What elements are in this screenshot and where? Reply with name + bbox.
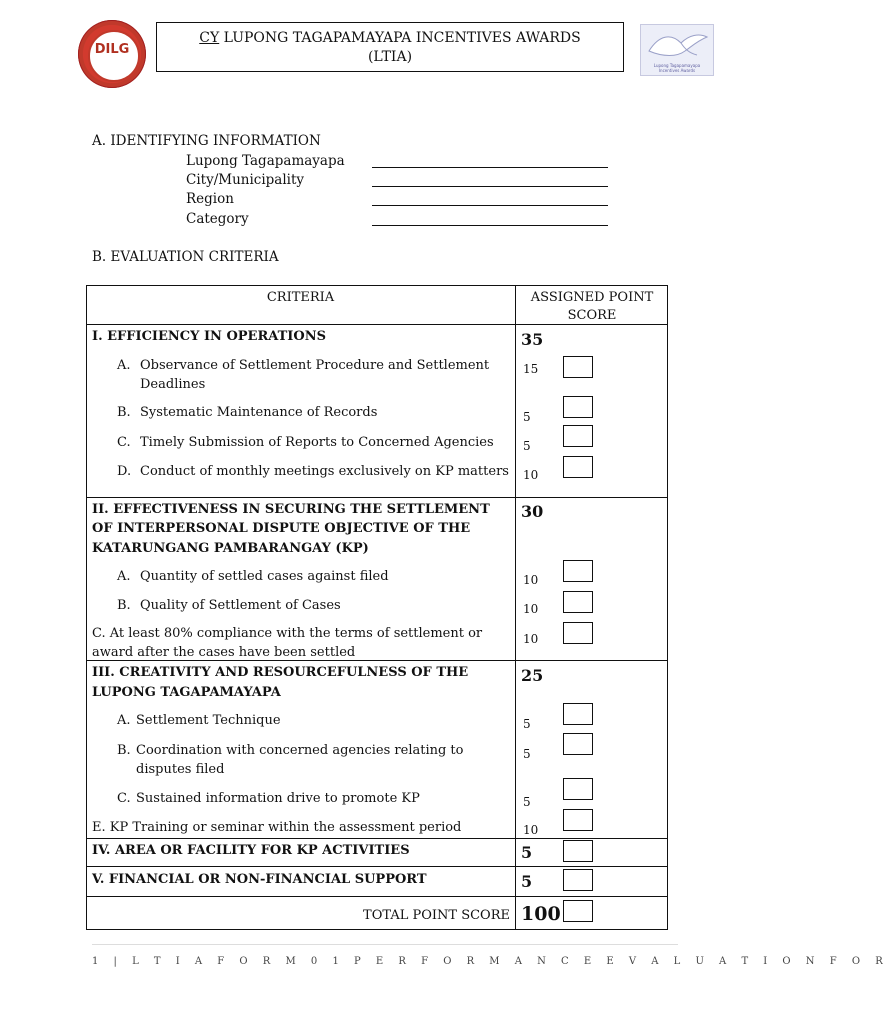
s2-title-3: KATARUNGANG PAMBARANGAY (KP) <box>92 541 369 556</box>
ltia-logo-caption: Lupong Tagapamayapa Incentives Awards <box>653 63 701 73</box>
s3-title-2: LUPONG TAGAPAMAYAPA <box>92 685 281 700</box>
s2-item-b-points: 10 <box>523 602 539 616</box>
score-box-s3-e[interactable] <box>563 809 593 831</box>
s1-points: 35 <box>521 330 544 349</box>
total-label: TOTAL POINT SCORE <box>363 908 510 923</box>
s3-item-b-letter: B. <box>117 743 131 758</box>
score-box-s4[interactable] <box>563 840 593 862</box>
score-box-s3-a[interactable] <box>563 703 593 725</box>
score-box-s3-b[interactable] <box>563 733 593 755</box>
field-label-category: Category <box>186 211 249 227</box>
section-a-heading: A. IDENTIFYING INFORMATION <box>92 133 321 149</box>
s1-item-b-text: Systematic Maintenance of Records <box>140 405 378 420</box>
field-line-region[interactable] <box>372 205 608 206</box>
col-header-points-2: SCORE <box>567 308 617 323</box>
score-box-s1-c[interactable] <box>563 425 593 447</box>
score-box-s2-c[interactable] <box>563 622 593 644</box>
field-line-city[interactable] <box>372 186 608 187</box>
score-box-s5[interactable] <box>563 869 593 891</box>
form-title <box>156 22 624 72</box>
col-header-points-1: ASSIGNED POINT <box>530 290 654 305</box>
s3-item-b-text-2: disputes filed <box>136 762 225 777</box>
s3-item-c-letter: C. <box>117 791 131 806</box>
title-main: LUPONG TAGAPAMAYAPA INCENTIVES AWARDS <box>219 30 581 46</box>
s5-title: V. FINANCIAL OR NON-FINANCIAL SUPPORT <box>92 872 427 887</box>
title-acronym: (LTIA) <box>367 49 413 65</box>
total-points: 100 <box>521 903 561 925</box>
title-cy: CY <box>199 30 220 46</box>
section-b-heading: B. EVALUATION CRITERIA <box>92 249 279 265</box>
s2-title-2: OF INTERPERSONAL DISPUTE OBJECTIVE OF THE <box>92 521 471 536</box>
dove-icon <box>641 25 713 65</box>
s5-points: 5 <box>521 872 533 891</box>
s3-item-c-points: 5 <box>523 795 531 809</box>
s3-item-e-points: 10 <box>523 823 539 837</box>
s3-item-b-points: 5 <box>523 747 531 761</box>
score-box-s1-a[interactable] <box>563 356 593 378</box>
s2-item-b-text: Quality of Settlement of Cases <box>140 598 341 613</box>
s4-points: 5 <box>521 843 533 862</box>
s1-item-b-points: 5 <box>523 410 531 424</box>
s2-points: 30 <box>521 502 544 521</box>
s2-item-a-text: Quantity of settled cases against filed <box>140 569 389 584</box>
s3-item-a-points: 5 <box>523 717 531 731</box>
s1-item-c-letter: C. <box>117 435 131 450</box>
s3-item-e-text: E. KP Training or seminar within the assessment period <box>92 820 462 835</box>
s2-item-b-letter: B. <box>117 598 131 613</box>
field-label-city: City/Municipality <box>186 172 305 188</box>
s1-title: I. EFFICIENCY IN OPERATIONS <box>92 329 326 344</box>
ltia-logo <box>640 24 714 76</box>
dilg-logo-text: DILG <box>94 42 130 57</box>
s1-item-a-text: Observance of Settlement Procedure and Settlement <box>140 358 490 373</box>
score-box-s1-b[interactable] <box>563 396 593 418</box>
field-line-lupong[interactable] <box>372 167 608 168</box>
field-label-region: Region <box>186 191 234 207</box>
s1-item-b-letter: B. <box>117 405 131 420</box>
s2-item-a-points: 10 <box>523 573 539 587</box>
field-label-lupong: Lupong Tagapamayapa <box>186 153 345 169</box>
dilg-logo <box>78 20 146 88</box>
s3-item-c-text: Sustained information drive to promote KP <box>136 791 420 806</box>
s3-item-a-letter: A. <box>117 713 131 728</box>
s2-item-a-letter: A. <box>117 569 131 584</box>
s1-item-a-points: 15 <box>523 362 539 376</box>
footer-divider <box>92 944 678 945</box>
s2-item-c-text: C. At least 80% compliance with the terms of settlement or <box>92 626 483 641</box>
s1-item-c-text: Timely Submission of Reports to Concerned Agencies <box>140 435 494 450</box>
score-box-s3-c[interactable] <box>563 778 593 800</box>
s4-title: IV. AREA OR FACILITY FOR KP ACTIVITIES <box>92 843 410 858</box>
page-footer: 1 | L T I A F O R M 0 1 P E R F O R M A N C E E V A L U A T I O N F O R <box>92 956 889 967</box>
score-box-s2-b[interactable] <box>563 591 593 613</box>
col-header-criteria: CRITERIA <box>266 290 335 305</box>
s1-item-c-points: 5 <box>523 439 531 453</box>
s1-item-d-text: Conduct of monthly meetings exclusively on KP matters <box>140 464 509 479</box>
s2-title-1: II. EFFECTIVENESS IN SECURING THE SETTLEMENT <box>92 502 490 517</box>
field-line-category[interactable] <box>372 225 608 226</box>
s3-item-a-text: Settlement Technique <box>136 713 281 728</box>
s1-item-a-letter: A. <box>117 358 131 373</box>
s1-item-d-letter: D. <box>117 464 132 479</box>
s2-item-c-points: 10 <box>523 632 539 646</box>
score-box-total[interactable] <box>563 900 593 922</box>
score-box-s2-a[interactable] <box>563 560 593 582</box>
s3-title-1: III. CREATIVITY AND RESOURCEFULNESS OF THE <box>92 665 469 680</box>
score-box-s1-d[interactable] <box>563 456 593 478</box>
s1-item-d-points: 10 <box>523 468 539 482</box>
s1-item-a-text-2: Deadlines <box>140 377 206 392</box>
s3-points: 25 <box>521 666 544 685</box>
s3-item-b-text: Coordination with concerned agencies relating to <box>136 743 464 758</box>
s2-item-c-text-2: award after the cases have been settled <box>92 645 356 660</box>
